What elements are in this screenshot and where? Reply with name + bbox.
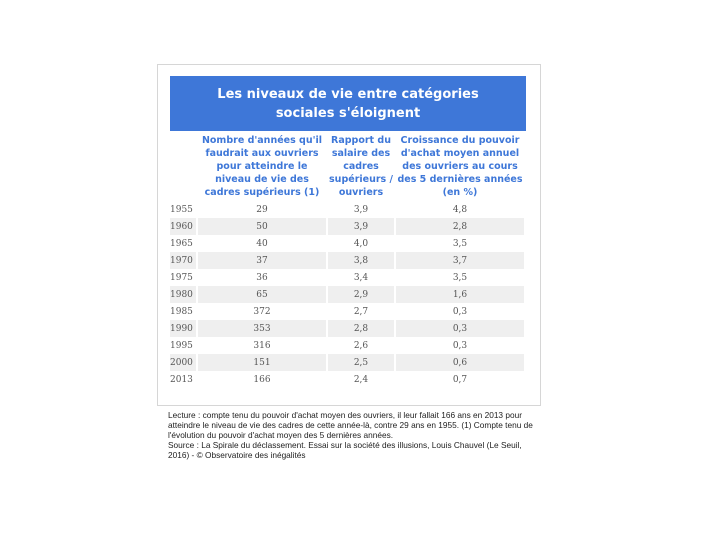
years-needed-cell: 37	[198, 252, 326, 269]
years-needed-cell: 316	[253, 340, 271, 351]
years-needed-cell: 36	[256, 272, 268, 283]
purchasing-power-cell: 0,6	[396, 354, 524, 371]
years-needed-cell: 65	[198, 286, 326, 303]
data-table	[168, 134, 526, 388]
purchasing-power-cell: 3,5	[452, 238, 468, 249]
year-cell: 1975	[170, 272, 193, 283]
year-cell: 1990	[170, 320, 196, 337]
header-year	[170, 134, 196, 201]
year-cell: 1985	[170, 306, 193, 317]
table-row	[170, 235, 524, 252]
header-years-needed: Nombre d'années qu'il faudrait aux ouvriers pour atteindre le niveau de vie des cadres supérieurs (1)	[201, 135, 323, 198]
table-row	[170, 320, 524, 337]
salary-ratio-cell: 2,6	[353, 340, 369, 351]
table-row	[170, 286, 524, 303]
table-row	[170, 269, 524, 286]
purchasing-power-cell: 3,7	[396, 252, 524, 269]
year-cell: 1970	[170, 252, 196, 269]
years-needed-cell: 29	[256, 204, 268, 215]
year-cell: 1980	[170, 286, 196, 303]
purchasing-power-cell: 0,7	[452, 374, 468, 385]
purchasing-power-cell: 4,8	[452, 204, 468, 215]
purchasing-power-cell: 0,3	[452, 340, 468, 351]
salary-ratio-cell: 2,9	[328, 286, 394, 303]
table-row	[170, 371, 524, 388]
table-row	[170, 354, 524, 371]
year-cell: 2000	[170, 354, 196, 371]
year-cell: 1995	[170, 340, 193, 351]
years-needed-cell: 40	[256, 238, 268, 249]
purchasing-power-cell: 1,6	[396, 286, 524, 303]
salary-ratio-cell: 3,8	[328, 252, 394, 269]
years-needed-cell: 353	[198, 320, 326, 337]
year-cell: 1955	[170, 204, 193, 215]
purchasing-power-cell: 2,8	[396, 218, 524, 235]
purchasing-power-cell: 3,5	[452, 272, 468, 283]
salary-ratio-cell: 3,9	[328, 218, 394, 235]
footnote	[168, 410, 538, 460]
reading-note: Lecture : compte tenu du pouvoir d'achat moyen des ouvriers, il leur fallait 166 ans en 2013 pour atteindre le niveau de vie des cadres de cette année-là, contre 29 ans en 1955. (1) Compte tenu de l'évolution du pouvoir d'achat moyen des 5 dernières années.	[168, 410, 533, 440]
salary-ratio-cell: 2,8	[328, 320, 394, 337]
years-needed-cell: 372	[253, 306, 271, 317]
purchasing-power-cell: 0,3	[396, 320, 524, 337]
year-cell: 2013	[170, 374, 193, 385]
salary-ratio-cell: 2,7	[353, 306, 369, 317]
salary-ratio-cell: 2,5	[328, 354, 394, 371]
salary-ratio-cell: 3,9	[353, 204, 369, 215]
table-row	[170, 337, 524, 354]
purchasing-power-cell: 0,3	[452, 306, 468, 317]
header-salary-ratio: Rapport du salaire des cadres supérieurs / ouvriers	[329, 135, 393, 198]
header-row	[170, 134, 524, 201]
table-title: Les niveaux de vie entre catégories sociales s'éloignent	[170, 76, 526, 131]
source-note: Source : La Spirale du déclassement. Essai sur la société des illusions, Louis Chauvel (Le Seuil, 2016) - © Observatoire des inégalités	[168, 440, 522, 460]
header-purchasing-power: Croissance du pouvoir d'achat moyen annuel des ouvriers au cours des 5 dernières années (en %)	[397, 135, 523, 198]
salary-ratio-cell: 4,0	[353, 238, 369, 249]
year-cell: 1960	[170, 218, 196, 235]
years-needed-cell: 151	[198, 354, 326, 371]
salary-ratio-cell: 3,4	[353, 272, 369, 283]
table-row	[170, 252, 524, 269]
years-needed-cell: 50	[198, 218, 326, 235]
table-row	[170, 303, 524, 320]
table-row	[170, 201, 524, 218]
table-row	[170, 218, 524, 235]
years-needed-cell: 166	[253, 374, 271, 385]
salary-ratio-cell: 2,4	[353, 374, 369, 385]
year-cell: 1965	[170, 238, 193, 249]
